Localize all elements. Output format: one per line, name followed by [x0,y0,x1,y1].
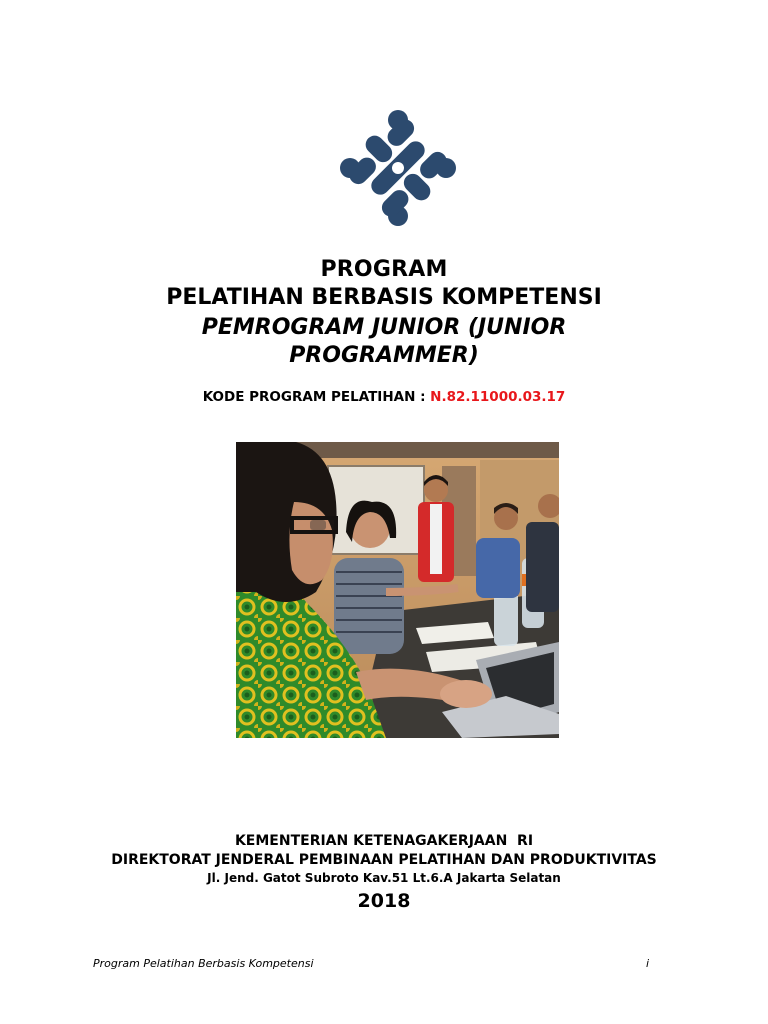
title-line-pemrogram: PEMROGRAM JUNIOR (JUNIOR PROGRAMMER) [201,315,567,368]
program-code-value: N.82.11000.03.17 [430,389,566,405]
address: Jl. Jend. Gatot Subroto Kav.51 Lt.6.A Jakarta Selatan [207,871,561,885]
training-session-photo [236,442,559,738]
title-line-program: PROGRAM [320,257,448,282]
page-number: i [646,957,650,970]
document-title [0,256,768,370]
publication-year: 2018 [357,890,411,912]
directorate-name: DIREKTORAT JENDERAL PEMBINAAN PELATIHAN DAN PRODUKTIVITAS [111,852,657,868]
program-code-label: KODE PROGRAM PELATIHAN : [202,389,431,405]
program-code [0,389,768,405]
title-line-pelatihan: PELATIHAN BERBASIS KOMPETENSI [166,285,602,310]
ministry-name: KEMENTERIAN KETENAGAKERJAAN RI [234,833,534,849]
ministry-logo-icon [336,106,460,230]
publisher-block [0,832,768,914]
page-footer-text: Program Pelatihan Berbasis Kompetensi [93,957,314,970]
